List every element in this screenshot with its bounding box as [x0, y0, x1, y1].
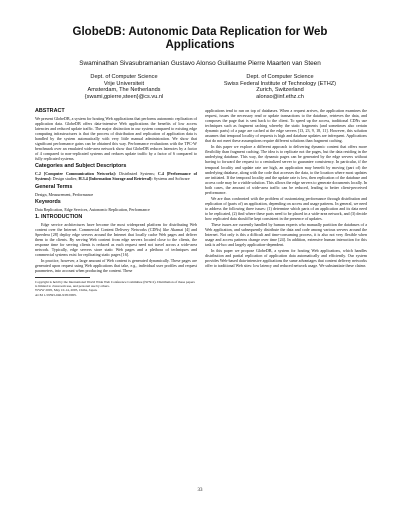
affiliation-dept: Dept. of Computer Science	[246, 74, 314, 80]
keywords-heading: Keywords	[35, 198, 61, 205]
introduction-heading: 1. INTRODUCTION	[35, 213, 83, 220]
author-list: Swaminathan Sivasubramanian Gustavo Alonso Guillaume Pierre Maarten van Steen	[79, 60, 321, 67]
body-paragraph: In this paper we explore a different approach to delivering dynamic content that offers more flexibility than fragment caching. The idea is to replicate not the pages, but the data residing in the underlying database. This way, the dynamic pages can be generated by the edge servers without having to forward the request to a centralized server to guarantee consistency. In particular, if the temporal locality and update rate are high, an application may benefit by moving (part of) the underlying database, along with the code that accesses the data, to the location where most updates are initiated. If the temporal locality and the update rate is low, then replication of the database and access code may be a viable solution. This allows the edge servers to generate documents locally. In both cases, the amount of wide-area traffic can be reduced, leading to better client-perceived performance.	[205, 144, 367, 195]
conference-line: WWW 2005, May 10-14, 2005, Chiba, Japan.	[35, 288, 98, 293]
footnote-divider	[35, 277, 90, 278]
body-paragraph: These issues are currently handled by human experts who manually partition the databases of a Web application, and subsequently distribute the data and code among various servers around the Internet. Not only is this a difficult and time-consuming process, it is also not very flexible when usage and access patterns change over time [24]. In addition, extensive human interaction for this task is ad-hoc and largely application-dependent.	[205, 222, 367, 248]
affiliation-dept: Dept. of Computer Science	[90, 74, 158, 80]
left-column	[35, 108, 197, 297]
categories-text	[35, 171, 197, 181]
affiliation-location: Zurich, Switzerland	[256, 87, 304, 94]
general-terms-heading: General Terms	[35, 183, 73, 190]
body-paragraph: In this paper we propose GlobeDB, a system for hosting Web applications, which handles distribution and partial replication of application data automatically and efficiently. Our system provides Web-based data-intensive applications the same advantages that content delivery networks offer to traditional Web sites: low latency and reduced network usage. We substantiate these claims	[205, 248, 367, 269]
category-code: C.4 [Performance of Systems]:	[35, 171, 198, 182]
page-number: 33	[197, 488, 203, 493]
affiliation-university: Vrije Universiteit	[103, 80, 145, 87]
body-paragraph: applications tend to run on top of databases. When a request arrives, the application examines the request, issues the necessary read or update transactions to the database, retrieves the data, and composes the page that is sent back to the client. To speed up the access, traditional CDNs use techniques such as fragment caching whereby the static fragments (and sometimes also certain dynamic parts) of a page are cached at the edge servers [13, 23, 9, 18, 11]. However, this solution assumes that temporal locality of requests is high and database updates are infrequent. Applications that do not meet these assumptions require different solutions than fragment caching.	[205, 108, 367, 144]
categories-heading: Categories and Subject Descriptors	[35, 163, 127, 170]
paper-title	[40, 26, 360, 52]
category-desc: Systems and Software	[153, 176, 190, 182]
affiliation-email: alonso@inf.ethz.ch	[256, 93, 304, 100]
abstract-heading: ABSTRACT	[35, 108, 65, 114]
category-code: C.2 [Computer Communication Networks]:	[35, 171, 117, 177]
copyright-notice	[35, 280, 197, 297]
affiliation-email: {swami,gpierre,steen}@cs.vu.nl	[84, 93, 164, 100]
category-desc: Distributed Systems;	[119, 171, 155, 177]
paper-title-line-1: GlobeDB: Autonomic Data Replication for Web	[72, 26, 328, 38]
affiliation-university: Swiss Federal Institute of Technology (ETHZ)	[223, 80, 337, 87]
affiliation-location: Amsterdam, The Netherlands	[87, 87, 161, 94]
affiliation-left	[44, 74, 204, 100]
introduction-paragraph: In practice, however, a large amount of Web content is generated dynamically. These pages are generated upon request using Web applications that take, e.g., individual user profiles and request parameters, into account when producing the content. These	[35, 257, 197, 274]
right-column	[205, 108, 367, 269]
paper-title-line-2: Applications	[165, 39, 235, 51]
category-code: H.3.4 [Information Storage and Retrieval]:	[78, 176, 153, 182]
body-paragraph: We are thus confronted with the problem of customizing performance through distribution and replication of (parts of) an application, depending on access and usage patterns. In general, we need to address the following three issues: (1) determine which parts of an application and its data need to be replicated, (2) find where these parts need to be placed in a wide-area network, and (3) decide how replicated data should be kept consistent in the presence of updates.	[205, 195, 367, 221]
category-desc: Design studies;	[52, 176, 78, 182]
copyright-line: Copyright is held by the International World Wide Web Conference Committee (IW3C2). Distribution of these papers is limited to classroom use, and personal use by others.	[35, 280, 195, 289]
abstract-text: We present GlobeDB, a system for hosting Web applications that performs autonomic replication of application data. GlobeDB offers data-intensive Web applications the benefits of low access latencies and reduced update traffic. The major distinction in our system compared to existing edge computing infrastructures is that the process of distribution and replication of application data is handled by the system automatically with very little manual administration. We show that significant performance gains can be obtained this way. Performance evaluations with the TPC-W benchmark over an emulated wide-area network show that GlobeDB reduces latencies by a factor of 4 compared to non-replicated systems and reduces update traffic by a factor of 6 compared to fully replicated systems.	[35, 116, 197, 162]
affiliation-right	[200, 74, 360, 100]
acm-line: ACM 1-59593-046-9/05/0005.	[35, 292, 77, 297]
keywords-text: Data Replication, Edge Services, Autonomic Replication, Performance	[35, 206, 150, 212]
general-terms-text: Design, Measurement, Performance	[35, 191, 94, 197]
introduction-paragraph: Edge service architectures have become the most widespread platform for distributing Web content over the Internet. Commercial Content Delivery Networks (CDNs) like Akamai [4] and Speedera [28] deploy edge servers around the Internet that locally cache Web pages and deliver them to the clients. By serving Web content from edge servers located close to the clients, the response time for serving clients is reduced as each request need not travel across a wide-area network. Typically, edge servers store static Web pages and a plethora of techniques and commercial systems exist for replicating static pages [16].	[35, 221, 197, 257]
